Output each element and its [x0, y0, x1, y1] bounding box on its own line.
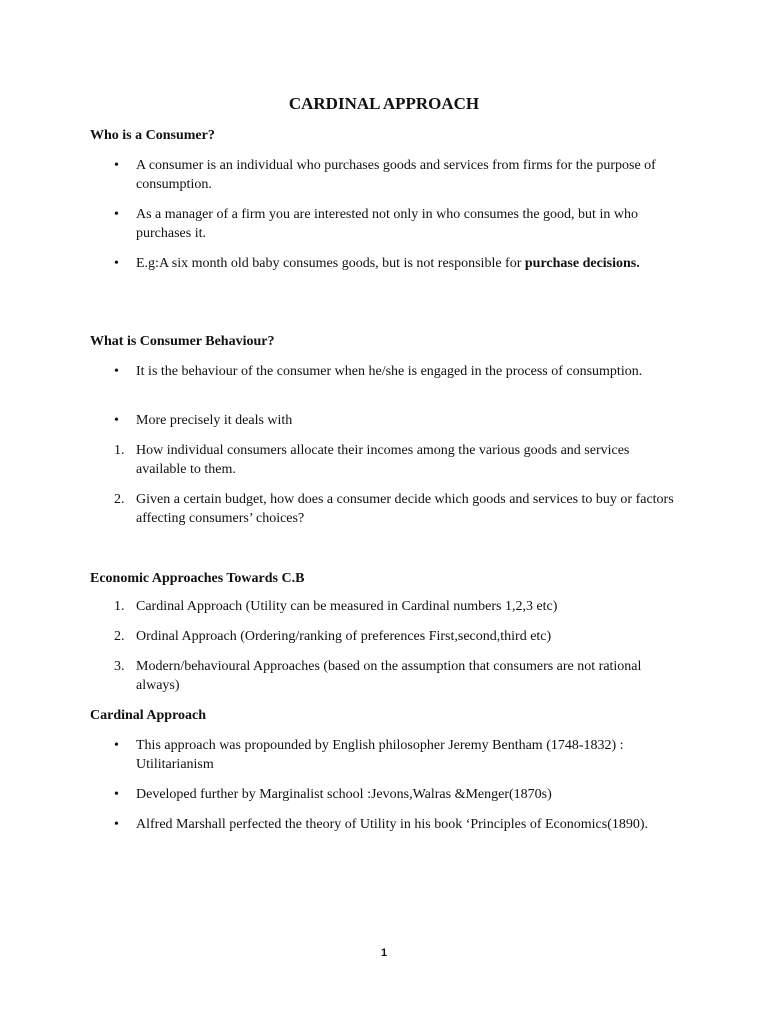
bullet-marker: • — [114, 364, 119, 379]
list-item-text-bold: purchase decisions. — [524, 256, 640, 271]
numbered-item-text: Cardinal Approach (Utility can be measured in Cardinal numbers 1,2,3 etc) — [136, 599, 558, 614]
list-item — [114, 362, 674, 381]
list-item-text: Alfred Marshall perfected the theory of Utility in his book ‘Principles of Economics(1890). — [136, 817, 649, 832]
bullet-marker: • — [114, 413, 119, 428]
list-item-text: As a manager of a firm you are interested not only in who consumes the good, but in who purchases it. — [136, 207, 638, 241]
number-marker: 2. — [114, 492, 125, 507]
number-marker: 1. — [114, 443, 125, 458]
numbered-item-text: Given a certain budget, how does a consumer decide which goods and services to buy or factors affecting consumers’ choices? — [136, 492, 674, 526]
list-item-text: Developed further by Marginalist school :Jevons,Walras &Menger(1870s) — [136, 787, 552, 802]
list-item-text-plain: E.g:A six month old baby consumes goods, but is not responsible for — [136, 256, 525, 271]
section-heading-consumer: Who is a Consumer? — [90, 128, 215, 143]
list-item-text: A consumer is an individual who purchases goods and services from firms for the purpose of consumption. — [136, 158, 656, 192]
list-item — [114, 254, 674, 273]
numbered-item — [114, 657, 674, 695]
list-item-text: It is the behaviour of the consumer when he/she is engaged in the process of consumption. — [136, 364, 643, 379]
bullet-marker: • — [114, 158, 119, 173]
list-item — [114, 205, 674, 243]
section-heading-consumer-behaviour: What is Consumer Behaviour? — [90, 334, 275, 349]
section-heading-economic-approaches: Economic Approaches Towards C.B — [90, 571, 305, 586]
bullet-marker: • — [114, 817, 119, 832]
section-heading-cardinal-approach: Cardinal Approach — [90, 708, 207, 723]
bullet-marker: • — [114, 787, 119, 802]
numbered-item — [114, 627, 674, 646]
numbered-item-text: Ordinal Approach (Ordering/ranking of preferences First,second,third etc) — [136, 629, 552, 644]
list-item-text: More precisely it deals with — [136, 413, 293, 428]
list-item — [114, 736, 674, 774]
page-title: CARDINAL APPROACH — [288, 94, 480, 113]
numbered-item — [114, 490, 674, 528]
list-item — [114, 411, 674, 430]
numbered-item-text: Modern/behavioural Approaches (based on the assumption that consumers are not rational always) — [136, 659, 642, 693]
bullet-marker: • — [114, 256, 119, 271]
numbered-item — [114, 597, 674, 616]
list-item — [114, 815, 674, 834]
bullet-marker: • — [114, 207, 119, 222]
numbered-item — [114, 441, 674, 479]
list-item-text: This approach was propounded by English philosopher Jeremy Bentham (1748-1832) : Utilitarianism — [136, 738, 624, 772]
list-item-text — [136, 254, 674, 273]
list-item — [114, 156, 674, 194]
number-marker: 2. — [114, 629, 125, 644]
number-marker: 3. — [114, 659, 125, 674]
number-marker: 1. — [114, 599, 125, 614]
bullet-marker: • — [114, 738, 119, 753]
list-item — [114, 785, 674, 804]
page-number: 1 — [380, 947, 388, 959]
numbered-item-text: How individual consumers allocate their incomes among the various goods and services available to them. — [136, 443, 630, 477]
